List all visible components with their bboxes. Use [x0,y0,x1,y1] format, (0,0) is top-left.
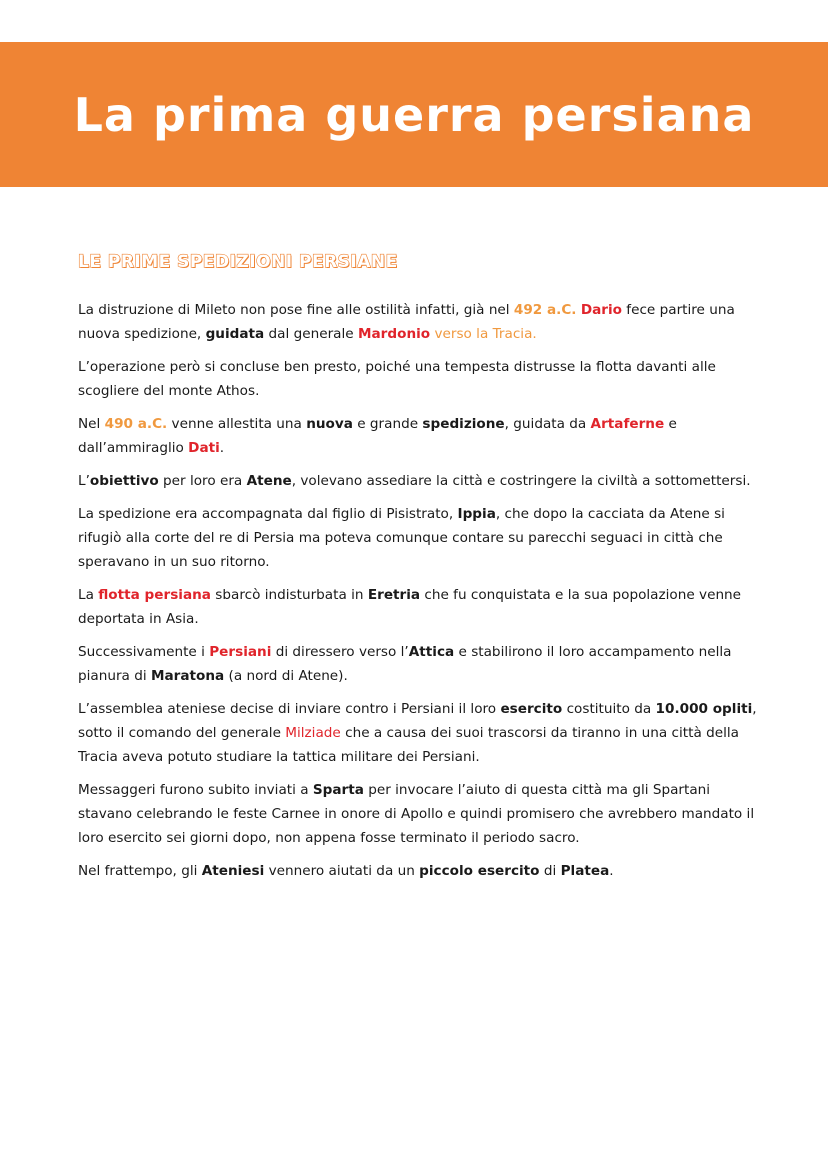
document-body [78,298,758,892]
paragraph-5: La spedizione era accompagnata dal figlio di Pisistrato, Ippia, che dopo la cacciata da Atene si rifugiò alla corte del re di Persia ma poteva comunque contare su parecchi seguaci in città che speravano in un suo ritorno. [78,506,725,570]
section-title: LE PRIME SPEDIZIONI PERSIANE [78,252,398,272]
paragraph-2: L’operazione però si concluse ben presto, poiché una tempesta distrusse la flotta davanti alle scogliere del monte Athos. [78,359,716,399]
paragraph-8: L’assemblea ateniese decise di inviare contro i Persiani il loro esercito costituito da 10.000 opliti, sotto il comando del generale Milziade che a causa dei suoi trascorsi da tiranno in una città della Tracia aveva potuto studiare la tattica militare dei Persiani. [78,701,757,765]
paragraph-3: Nel 490 a.C. venne allestita una nuova e grande spedizione, guidata da Artaferne e dall’ammiraglio Dati. [78,416,677,456]
page-title: La prima guerra persiana [73,87,755,142]
paragraph-7: Successivamente i Persiani di diressero verso l’Attica e stabilirono il loro accampamento nella pianura di Maratona (a nord di Atene). [78,644,732,684]
paragraph-4: L’obiettivo per loro era Atene, volevano assediare la città e costringere la civiltà a sottomettersi. [78,473,751,489]
paragraph-1: La distruzione di Mileto non pose fine alle ostilità infatti, già nel 492 a.C. Dario fece partire una nuova spedizione, guidata dal generale Mardonio verso la Tracia. [78,302,735,342]
paragraph-10: Nel frattempo, gli Ateniesi vennero aiutati da un piccolo esercito di Platea. [78,863,614,879]
title-banner [0,42,828,187]
paragraph-9: Messaggeri furono subito inviati a Sparta per invocare l’aiuto di questa città ma gli Spartani stavano celebrando le feste Carnee in onore di Apollo e quindi promisero che avrebbero mandato il loro esercito sei giorni dopo, non appena fosse terminato il periodo sacro. [78,782,755,846]
paragraph-6: La flotta persiana sbarcò indisturbata in Eretria che fu conquistata e la sua popolazione venne deportata in Asia. [78,587,742,627]
